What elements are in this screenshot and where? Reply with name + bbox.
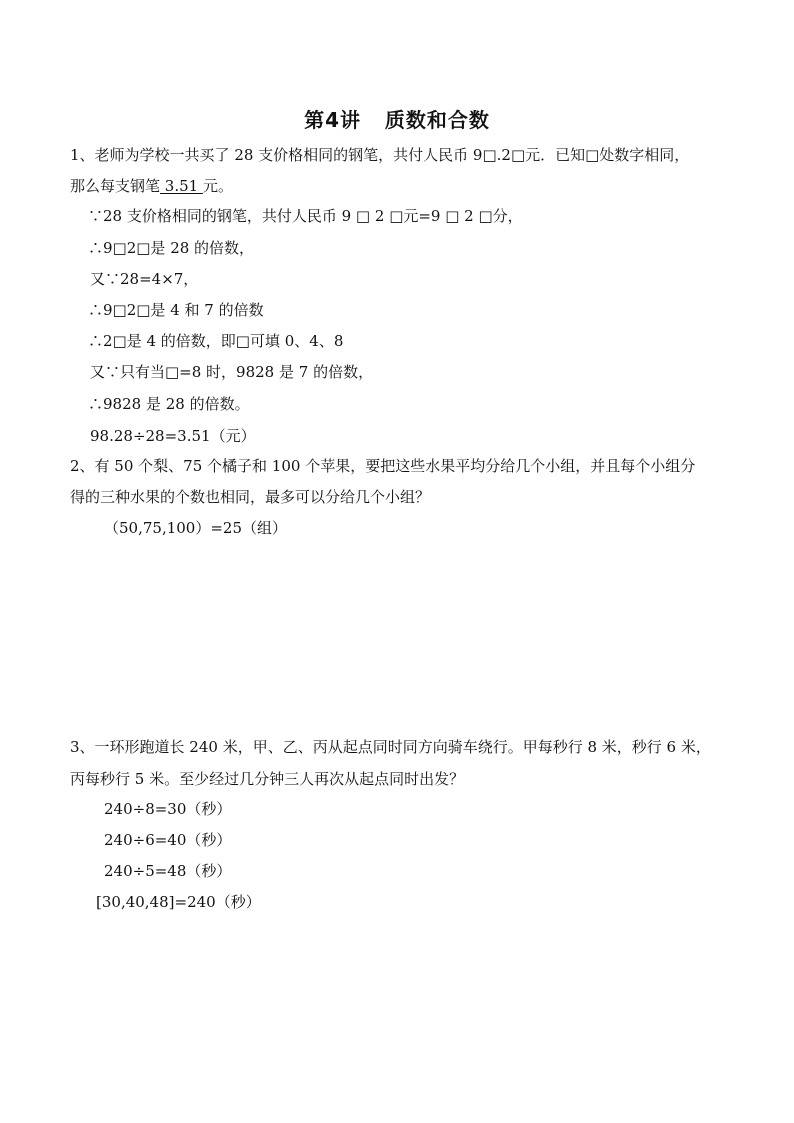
q3-line-2: 丙每秒行 5 米。至少经过几分钟三人再次从起点同时出发？ (70, 770, 465, 788)
q1-line-2 (70, 176, 233, 196)
lecture-title: 第4讲 质数和合数 (304, 108, 490, 132)
q1-step-1: ∵28 支价格相同的钢笔，共付人民币 9 □ 2 □元=9 □ 2 □分， (88, 207, 523, 225)
q1-step-7: ∴9828 是 28 的倍数。 (88, 395, 250, 413)
q1-line-2-suffix: 元。 (202, 177, 233, 195)
q3-step-2: 240÷6=40（秒） (104, 831, 232, 849)
q1-answer-blank: 3.51 (160, 177, 203, 195)
q1-line-1: 1、老师为学校一共买了 28 支价格相同的钢笔，共付人民币 9□.2□元．已知□处数字相同， (70, 146, 690, 164)
q1-step-8: 98.28÷28=3.51（元） (90, 427, 256, 445)
q2-line-2: 得的三种水果的个数也相同，最多可以分给几个小组？ (70, 488, 431, 506)
q3-line-1: 3、一环形跑道长 240 米，甲、乙、丙从起点同时同方向骑车绕行。甲每秒行 8 米，秒行 6 米， (70, 738, 711, 756)
q3-step-4: [30,40,48]=240（秒） (96, 893, 261, 911)
q1-step-2: ∴9□2□是 28 的倍数， (88, 239, 255, 257)
q1-step-5: ∴2□是 4 的倍数，即□可填 0、4、8 (88, 332, 344, 350)
q1-line-2-prefix: 那么每支钢笔 (70, 177, 161, 195)
q1-step-6: 又∵只有当□=8 时，9828 是 7 的倍数， (90, 363, 374, 381)
q1-step-4: ∴9□2□是 4 和 7 的倍数 (88, 301, 264, 319)
q1-step-3: 又∵28=4×7， (90, 270, 199, 288)
q3-step-3: 240÷5=48（秒） (104, 862, 232, 880)
q2-line-1: 2、有 50 个梨、75 个橘子和 100 个苹果，要把这些水果平均分给几个小组，并且每个小组分 (70, 457, 696, 475)
q3-step-1: 240÷8=30（秒） (104, 800, 232, 818)
q2-answer: （50,75,100）=25（组） (104, 519, 287, 537)
